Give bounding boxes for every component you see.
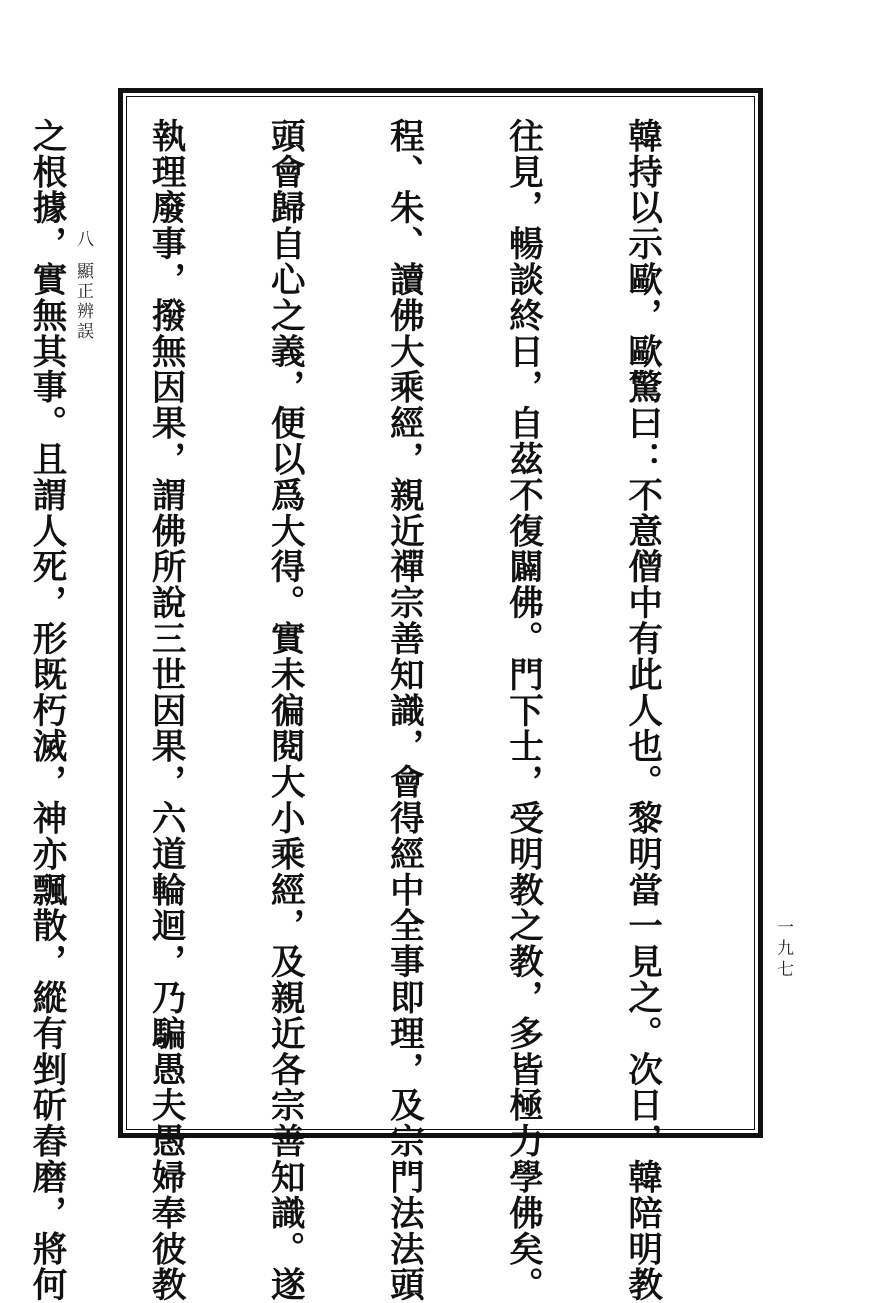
text-column: 韓持以示歐，歐驚曰：不意僧中有此人也。黎明當一見之。次日，韓陪明教 bbox=[621, 118, 662, 1303]
text-column: 往見，暢談終日，自茲不復闢佛。門下士，受明教之教，多皆極力學佛矣。 bbox=[502, 118, 543, 1303]
page-number: 八 bbox=[73, 230, 93, 250]
text-column: 執理廢事，撥無因果，謂佛所說三世因果，六道輪迴，乃騙愚夫愚婦奉彼教 bbox=[145, 118, 186, 1303]
text-column: 之根據，實無其事。且謂人死，形既朽滅，神亦飄散，縱有剉斫舂磨，將何 bbox=[26, 118, 67, 1303]
text-column: 程、朱、讀佛大乘經，親近禪宗善知識，會得經中全事即理，及宗門法法頭 bbox=[383, 118, 424, 1303]
book-title: 顯正辨誤 bbox=[73, 262, 93, 342]
text-column: 頭會歸自心之義，便以爲大得。實未徧閱大小乘經，及親近各宗善知識。遂 bbox=[264, 118, 305, 1303]
folio-number: 一九七 bbox=[773, 918, 793, 981]
